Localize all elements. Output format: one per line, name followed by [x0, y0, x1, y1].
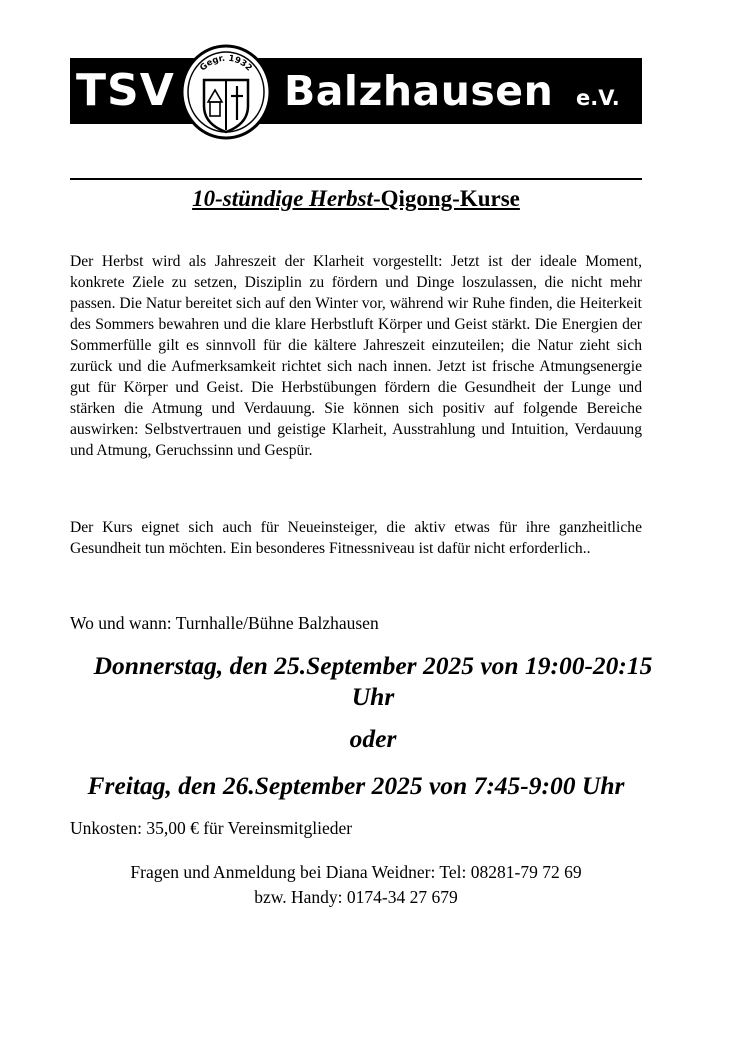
- date-thursday: Donnerstag, den 25.September 2025 von 19:00-20:15 Uhr: [93, 651, 653, 711]
- club-name: Balzhausen: [284, 67, 554, 115]
- beginner-paragraph: Der Kurs eignet sich auch für Neueinsteiger, die aktiv etwas für ihre ganzheitliche Gesundheit tun möchten. Ein besonderes Fitnessniveau ist dafür nicht erforderlich..: [70, 519, 642, 557]
- contact-mobile: bzw. Handy: 0174-34 27 679: [254, 887, 458, 907]
- club-banner: [70, 58, 642, 124]
- page-title: [70, 186, 642, 212]
- title-part-upright: -Qigong-Kurse: [372, 186, 520, 211]
- intro-paragraph: Der Herbst wird als Jahreszeit der Klarheit vorgestellt: Jetzt ist der ideale Moment, konkrete Ziele zu setzen, Disziplin zu fördern und Dinge loszulassen, die nicht mehr passen. Die Natur bereitet sich auf den Winter vor, während wir Ruhe finden, die Heiterkeit des Sommers bewahren und die klare Herbstluft Körper und Geist stärkt. Die Energien der Sommerfülle gilt es sinnvoll für die kältere Jahreszeit einzuteilen; die Natur zieht sich zurück und die Aufmerksamkeit richtet sich nach innen. Jetzt ist frische Atmungsenergie gut für Körper und Geist. Die Herbstübungen fördern die Gesundheit der Lunge und stärken die Atmung und Verdauung. Sie können sich positiv auf folgende Bereiche auswirken: Selbstvertrauen und geistige Klarheit, Ausstrahlung und Intuition, Verdauung und Atmung, Geruchssinn und Gespür.: [70, 253, 642, 459]
- location-line: Wo und wann: Turnhalle/Bühne Balzhausen: [70, 613, 379, 633]
- contact-block: [70, 860, 642, 910]
- contact-phone: Fragen und Anmeldung bei Diana Weidner: Tel: 08281-79 72 69: [130, 862, 582, 882]
- divider-line: [70, 178, 642, 180]
- date-friday: Freitag, den 26.September 2025 von 7:45-9:00 Uhr: [87, 771, 625, 800]
- club-abbreviation: TSV: [76, 65, 175, 116]
- title-part-italic: 10-stündige Herbst: [192, 186, 373, 211]
- club-emblem-icon: [180, 44, 272, 140]
- or-separator: oder: [349, 724, 397, 753]
- cost-line: Unkosten: 35,00 € für Vereinsmitglieder: [70, 818, 353, 838]
- svg-text:Gegr. 1932: Gegr. 1932: [198, 53, 254, 74]
- club-suffix: e.V.: [576, 86, 620, 110]
